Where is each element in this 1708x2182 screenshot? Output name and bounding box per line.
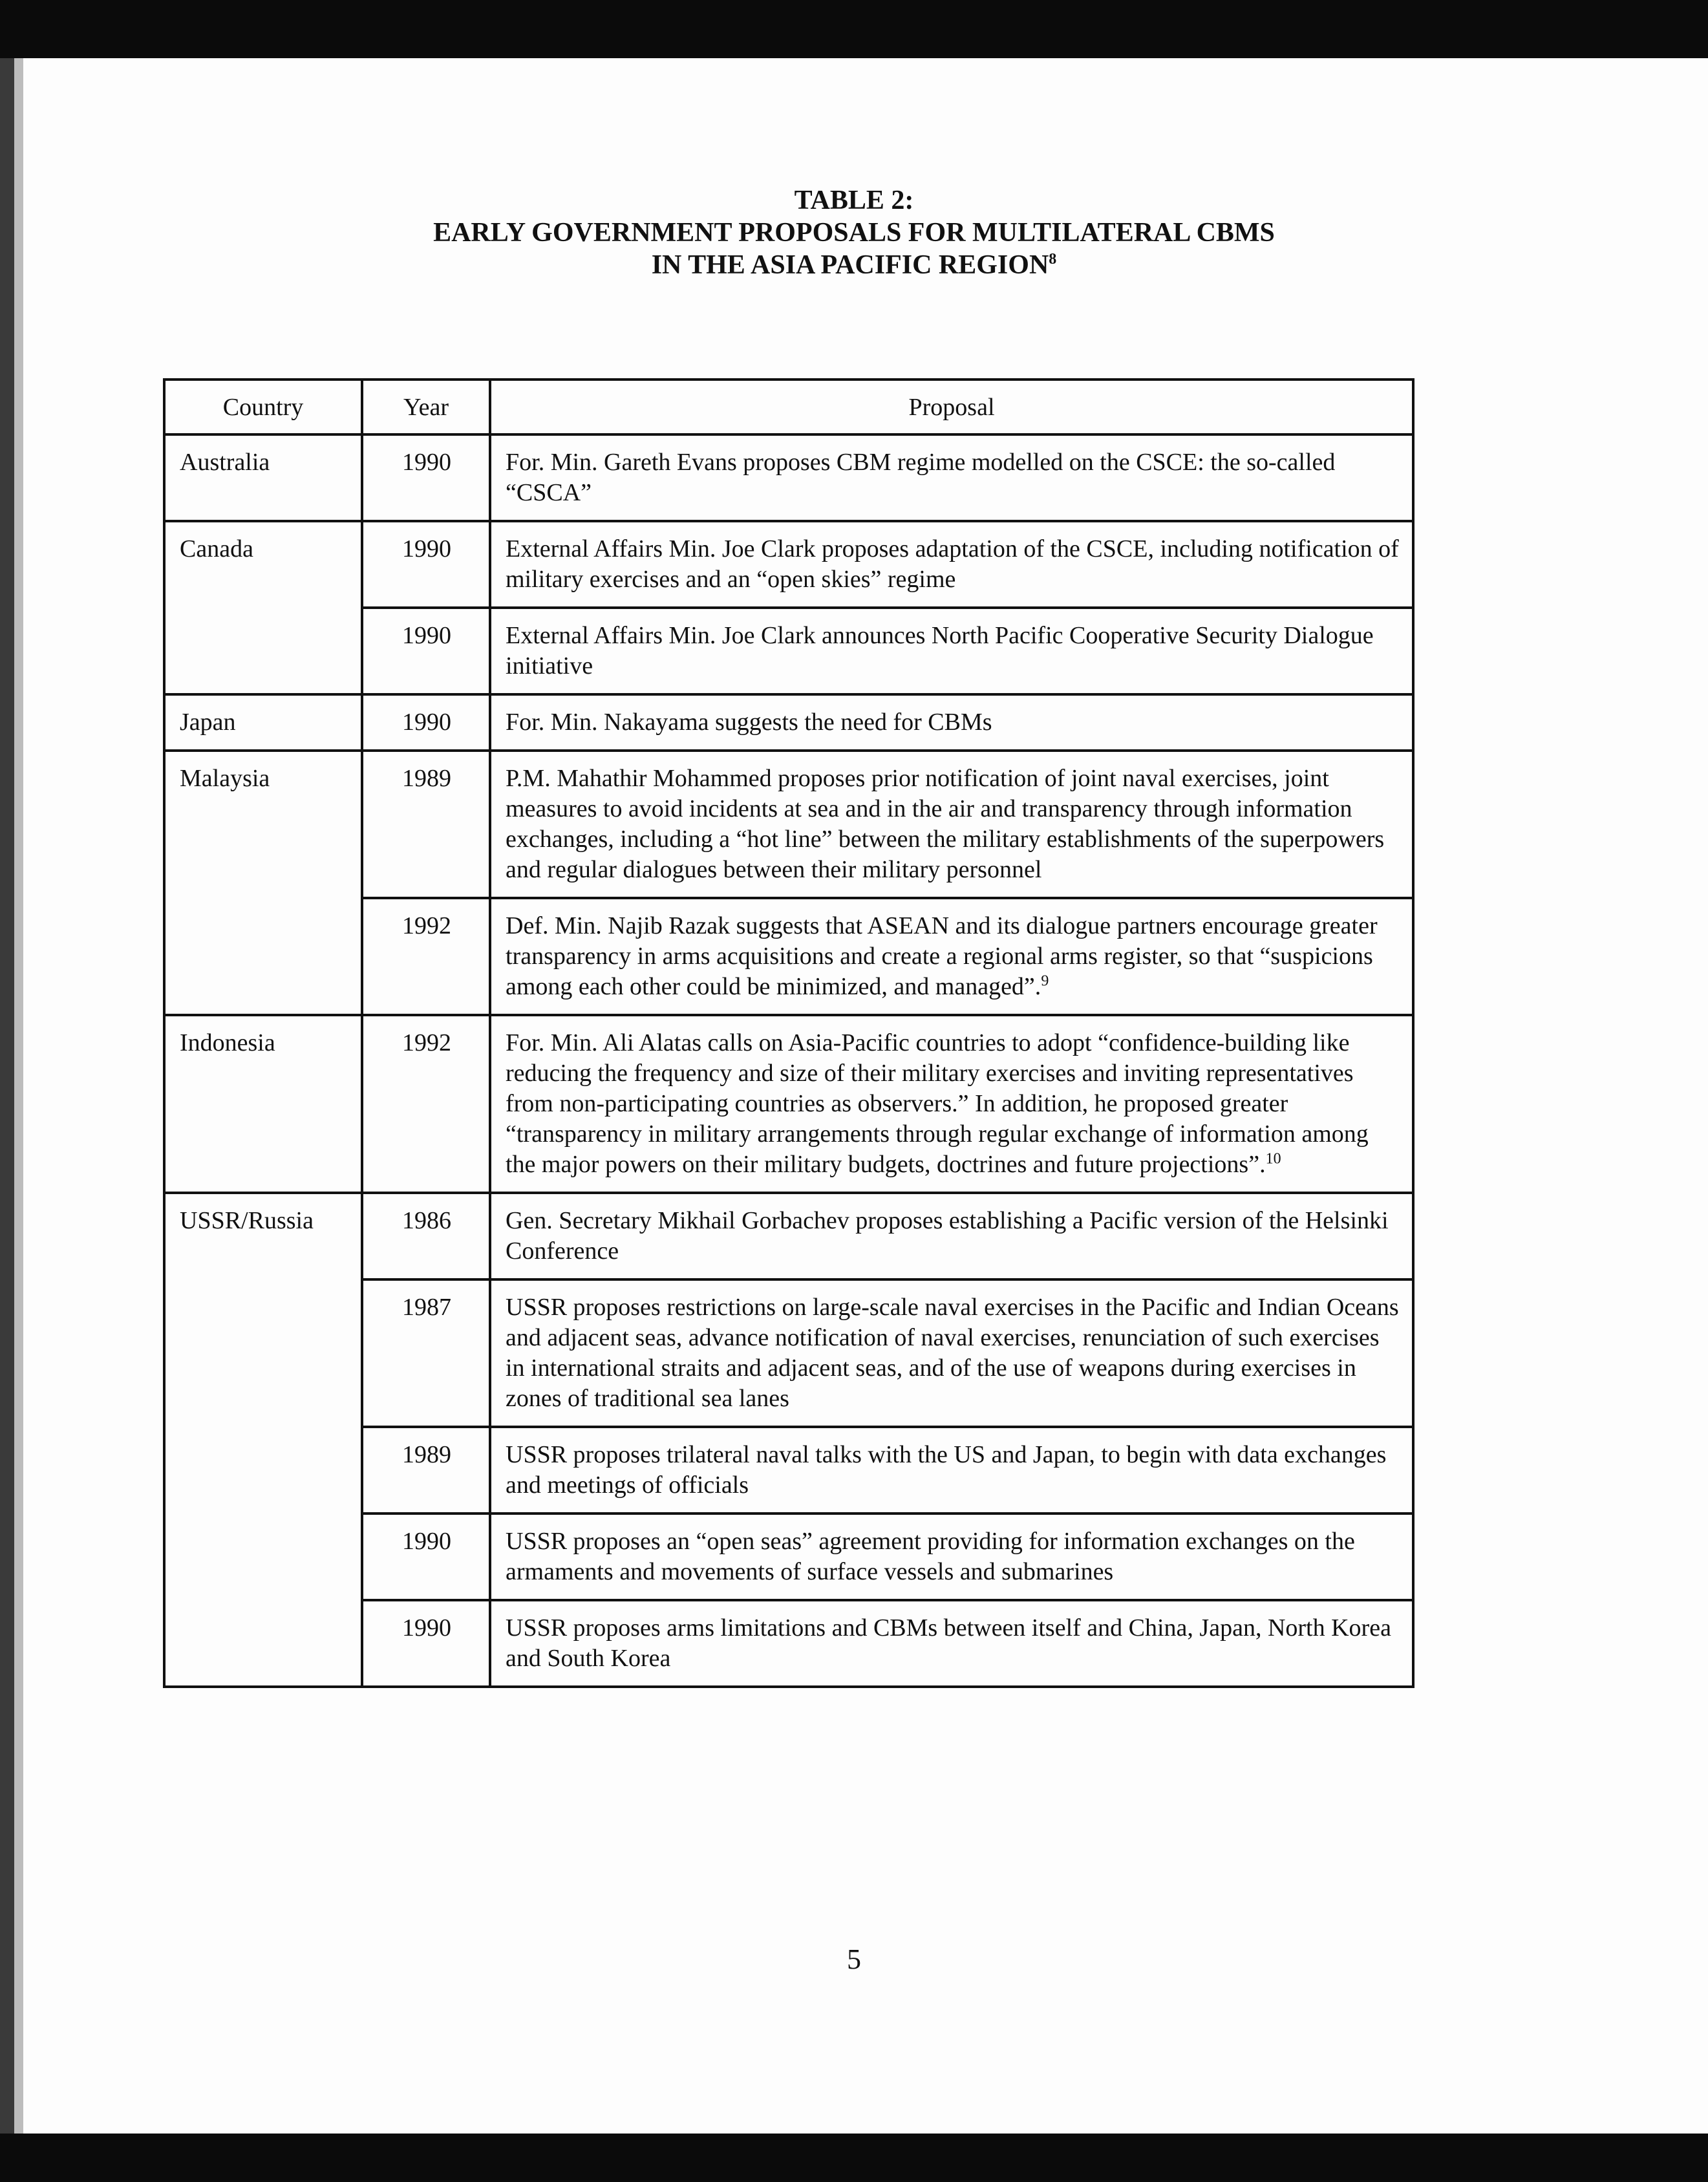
proposal-cell: [490, 1015, 1413, 1193]
year-cell: 1989: [362, 1427, 490, 1513]
table-title: [0, 184, 1708, 281]
country-cell: [164, 1600, 362, 1687]
country-cell: Malaysia: [164, 751, 362, 898]
year-cell: 1989: [362, 751, 490, 898]
year-cell: 1992: [362, 898, 490, 1015]
proposal-text: For. Min. Ali Alatas calls on Asia-Pacific countries to adopt “confidence-building like reducing the frequency and size of their military exercises and inviting representatives from non-participating countries as observers.” In addition, he proposed greater “transparency in military arrangements through regular exchange of information among the major powers on their military budgets, doctrines and future projections”.: [506, 1029, 1369, 1178]
proposal-text: Def. Min. Najib Razak suggests that ASEAN and its dialogue partners encourage greater transparency in arms acquisitions and create a regional arms register, so that “suspicions among each other could be minimized, and managed”.: [506, 912, 1378, 1000]
table-row: [164, 694, 1413, 751]
year-cell: 1990: [362, 1513, 490, 1600]
country-cell: Canada: [164, 521, 362, 608]
year-cell: 1990: [362, 608, 490, 694]
table-title-line-1: TABLE 2:: [794, 186, 914, 215]
header-proposal: Proposal: [490, 380, 1413, 434]
year-cell: 1990: [362, 521, 490, 608]
proposal-cell: External Affairs Min. Joe Clark proposes adaptation of the CSCE, including notification of military exercises and an “open skies” regime: [490, 521, 1413, 608]
country-cell: [164, 1279, 362, 1427]
table-row: [164, 521, 1413, 608]
country-cell: USSR/Russia: [164, 1193, 362, 1279]
proposal-cell: External Affairs Min. Joe Clark announces North Pacific Cooperative Security Dialogue initiative: [490, 608, 1413, 694]
proposal-cell: For. Min. Nakayama suggests the need for CBMs: [490, 694, 1413, 751]
country-cell: [164, 1513, 362, 1600]
country-cell: [164, 1427, 362, 1513]
proposal-cell: USSR proposes an “open seas” agreement providing for information exchanges on the armaments and movements of surface vessels and submarines: [490, 1513, 1413, 1600]
table-row: [164, 898, 1413, 1015]
table-row: [164, 1279, 1413, 1427]
proposal-cell: USSR proposes restrictions on large-scale naval exercises in the Pacific and Indian Oceans and adjacent seas, advance notification of naval exercises, renunciation of such exercises in international straits and adjacent seas, and of the use of weapons during exercises in zones of traditional sea lanes: [490, 1279, 1413, 1427]
year-cell: 1990: [362, 434, 490, 521]
year-cell: 1990: [362, 1600, 490, 1687]
table-row: [164, 1015, 1413, 1193]
country-cell: [164, 898, 362, 1015]
proposal-cell: P.M. Mahathir Mohammed proposes prior notification of joint naval exercises, joint measures to avoid incidents at sea and in the air and transparency through information exchanges, including a “hot line” between the military establishments of the superpowers and regular dialogues between their military personnel: [490, 751, 1413, 898]
year-cell: 1990: [362, 694, 490, 751]
year-cell: 1992: [362, 1015, 490, 1193]
table-row: [164, 434, 1413, 521]
scan-border-left: [0, 58, 14, 2134]
header-country: Country: [164, 380, 362, 434]
footnote-marker: 9: [1041, 972, 1049, 990]
table-title-line-2: EARLY GOVERNMENT PROPOSALS FOR MULTILATERAL CBMS: [433, 218, 1275, 248]
year-cell: 1987: [362, 1279, 490, 1427]
proposal-cell: Gen. Secretary Mikhail Gorbachev proposes establishing a Pacific version of the Helsinki Conference: [490, 1193, 1413, 1279]
proposal-cell: USSR proposes arms limitations and CBMs between itself and China, Japan, North Korea and South Korea: [490, 1600, 1413, 1687]
table-title-line-3: [0, 249, 1708, 281]
country-cell: Japan: [164, 694, 362, 751]
table-row: [164, 1427, 1413, 1513]
scan-border-bottom: [0, 2134, 1708, 2182]
country-cell: Australia: [164, 434, 362, 521]
scan-border-left-inner: [14, 58, 23, 2134]
proposal-cell: For. Min. Gareth Evans proposes CBM regime modelled on the CSCE: the so-called “CSCA”: [490, 434, 1413, 521]
footnote-marker: 10: [1265, 1150, 1281, 1168]
proposal-cell: [490, 898, 1413, 1015]
country-cell: [164, 608, 362, 694]
title-footnote-marker: 8: [1049, 251, 1057, 268]
header-year: Year: [362, 380, 490, 434]
table-row: [164, 751, 1413, 898]
scan-border-top: [0, 0, 1708, 58]
table-row: [164, 1193, 1413, 1279]
table-header-row: [164, 380, 1413, 434]
table-title-line-3-text: IN THE ASIA PACIFIC REGION: [651, 250, 1049, 280]
table-row: [164, 608, 1413, 694]
proposals-table: [163, 378, 1414, 1688]
year-cell: 1986: [362, 1193, 490, 1279]
table-row: [164, 1600, 1413, 1687]
table-row: [164, 1513, 1413, 1600]
country-cell: Indonesia: [164, 1015, 362, 1193]
page-number: 5: [847, 1943, 861, 1975]
proposal-cell: USSR proposes trilateral naval talks with the US and Japan, to begin with data exchanges and meetings of officials: [490, 1427, 1413, 1513]
